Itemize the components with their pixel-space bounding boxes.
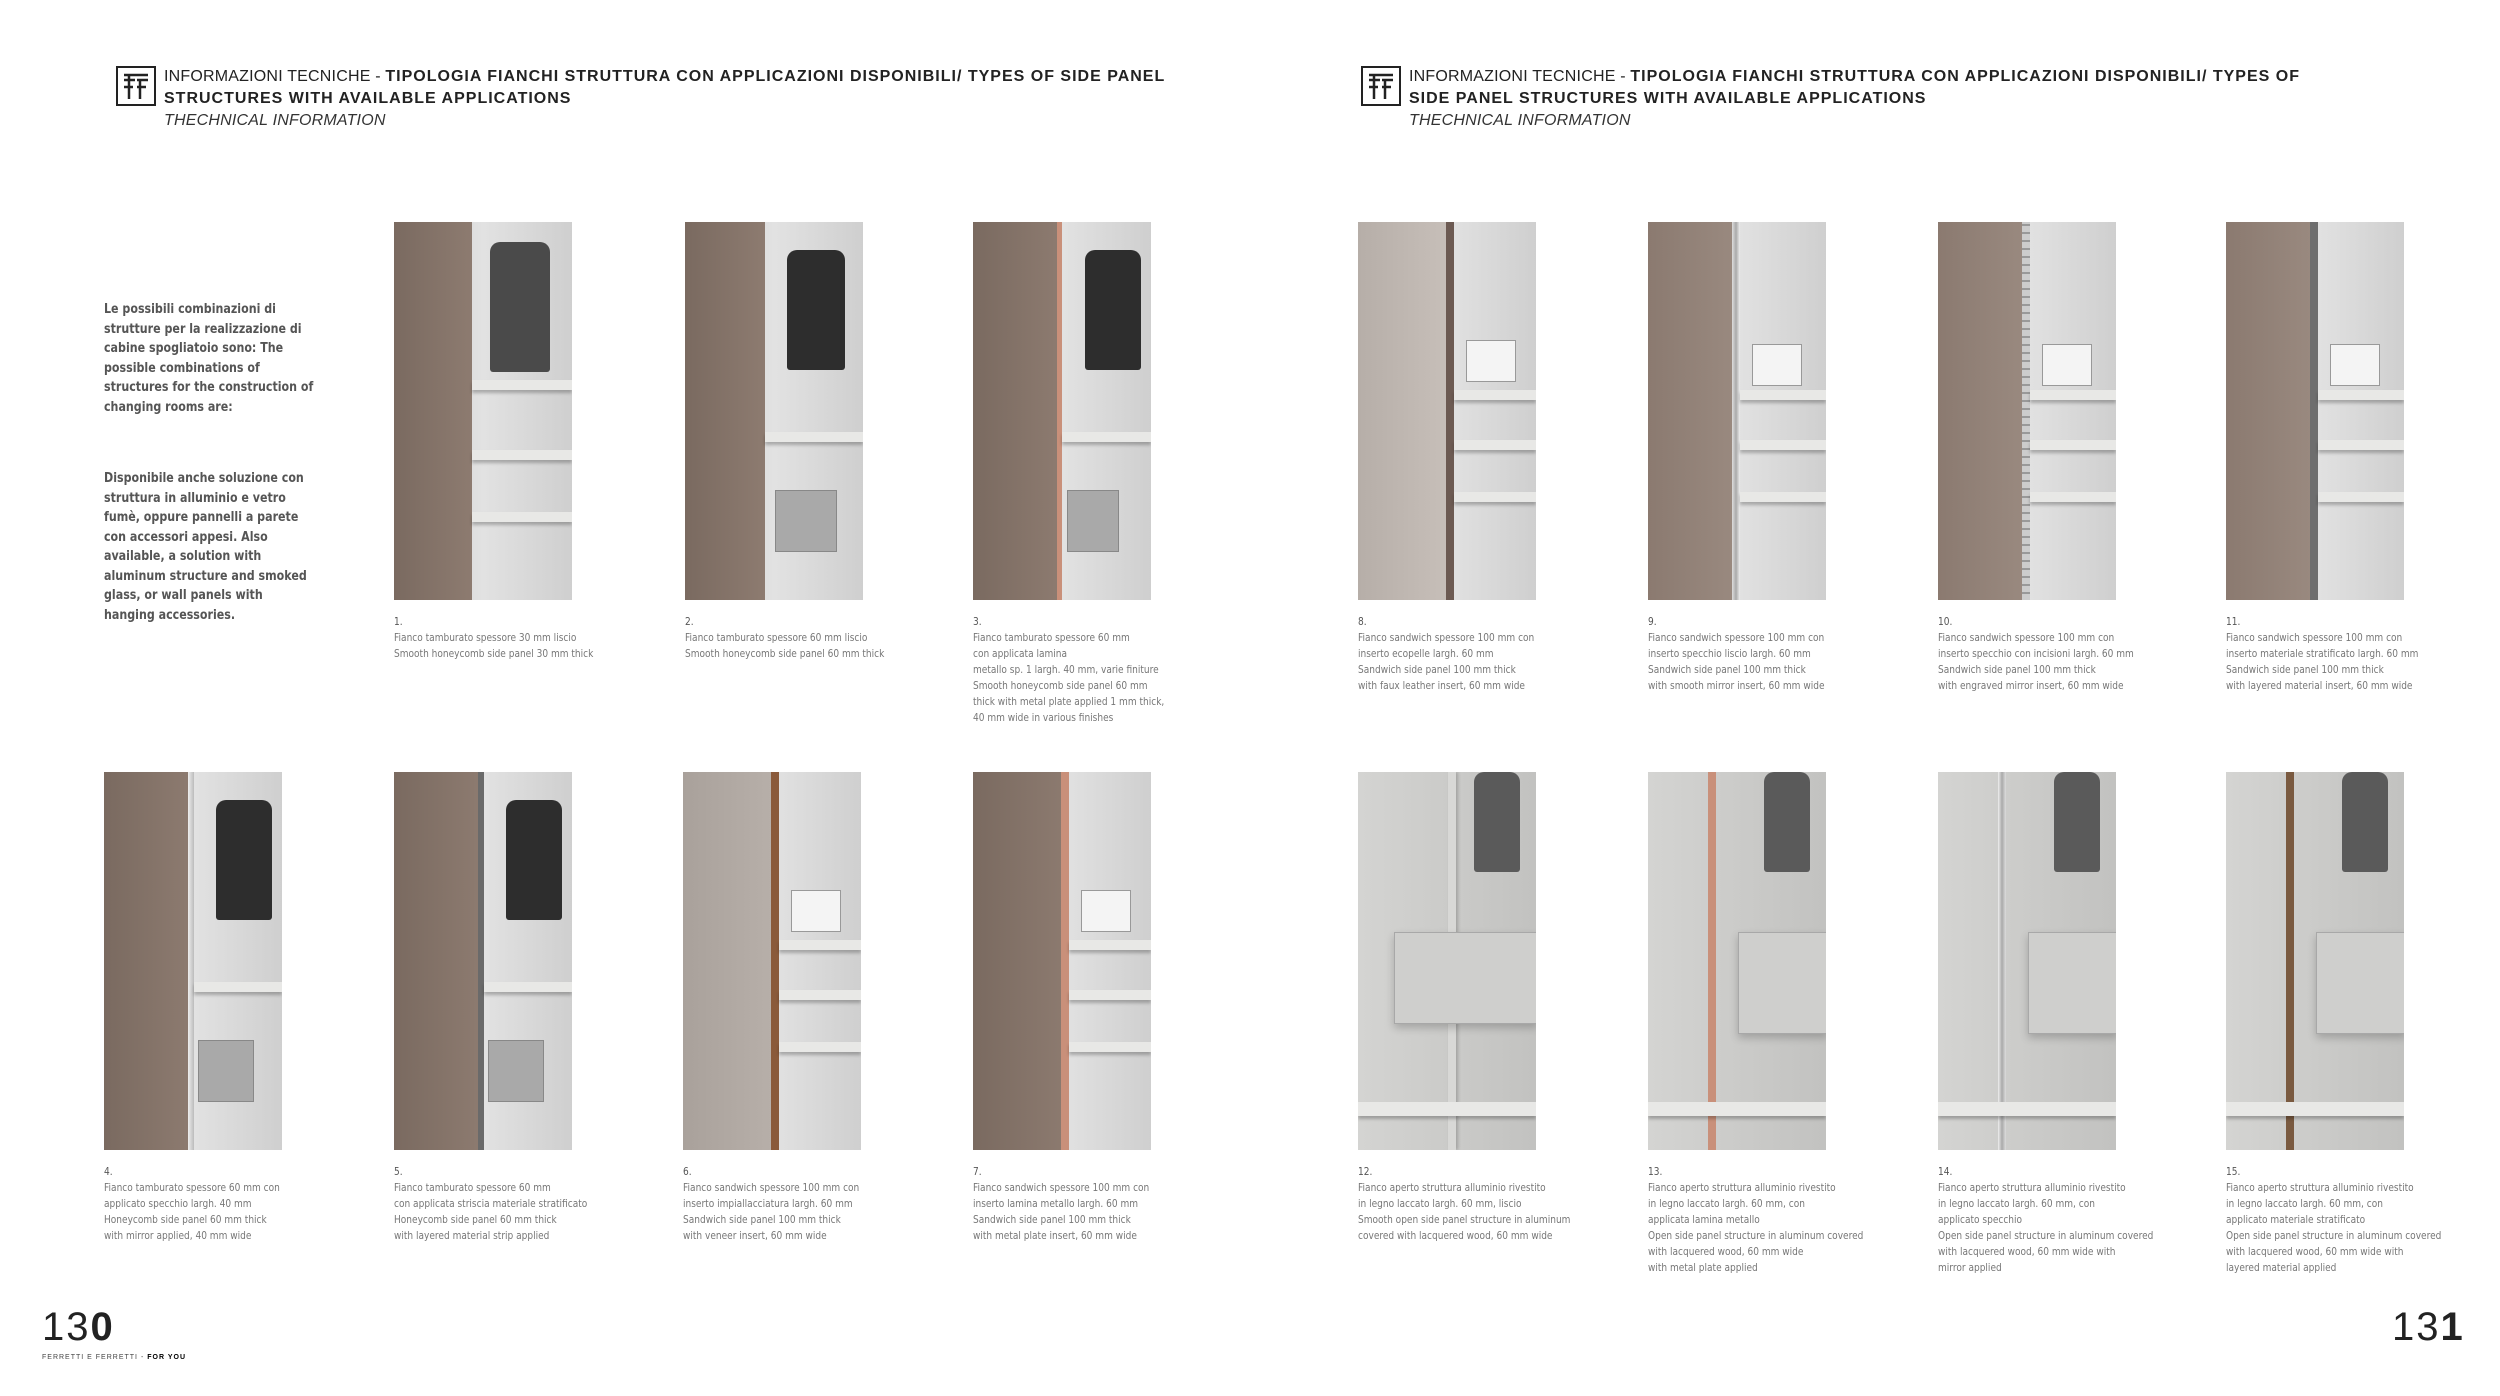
wardrobe-photo	[1648, 222, 1826, 600]
wardrobe-photo	[685, 222, 863, 600]
wardrobe-photo	[2226, 772, 2404, 1150]
left-header-text: INFORMAZIONI TECNICHE - TIPOLOGIA FIANCHI STRUTTURA CON APPLICAZIONI DISPONIBILI/ TYPES OF SIDE PANEL STRUCTURES WITH AVAILABLE APPLICATIONS THECHNICAL INFORMATION	[164, 66, 1165, 132]
wardrobe-photo	[973, 222, 1151, 600]
right-header-subtitle: THECHNICAL INFORMATION	[1409, 112, 1631, 129]
wardrobe-photo	[104, 772, 282, 1150]
intro-text	[104, 300, 317, 625]
caption-text: Fianco aperto struttura alluminio rivestito in legno laccato largh. 60 mm, liscio Smooth open side panel structure in aluminum covered with lacquered wood, 60 mm wide	[1358, 1181, 1571, 1242]
caption-text: Fianco sandwich spessore 100 mm con inserto materiale stratificato largh. 60 mm Sandwich side panel 100 mm thick with layered material insert, 60 mm wide	[2226, 631, 2419, 692]
item-4: 4. Fianco tamburato spessore 60 mm con applicato specchio largh. 40 mm Honeycomb side panel 60 mm thick with mirror applied, 40 mm wide	[104, 772, 334, 1244]
left-header	[116, 66, 1165, 132]
item-2: 2. Fianco tamburato spessore 60 mm liscio Smooth honeycomb side panel 60 mm thick	[685, 222, 915, 662]
caption-text: Fianco aperto struttura alluminio rivestito in legno laccato largh. 60 mm, con applicato specchio Open side panel structure in aluminum covered with lacquered wood, 60 mm wide with mirror applied	[1938, 1181, 2154, 1274]
wardrobe-photo	[2226, 222, 2404, 600]
item-9: 9. Fianco sandwich spessore 100 mm con inserto specchio liscio largh. 60 mm Sandwich side panel 100 mm thick with smooth mirror insert, 60 mm wide	[1648, 222, 1878, 694]
caption-text: Fianco tamburato spessore 60 mm liscio Smooth honeycomb side panel 60 mm thick	[685, 631, 885, 660]
wardrobe-photo	[1938, 222, 2116, 600]
item-10: 10. Fianco sandwich spessore 100 mm con inserto specchio con incisioni largh. 60 mm Sandwich side panel 100 mm thick with engraved mirror insert, 60 mm wide	[1938, 222, 2168, 694]
caption-text: Fianco aperto struttura alluminio rivestito in legno laccato largh. 60 mm, con applicato materiale stratificato Open side panel structure in aluminum covered with lacquered wood, 60 mm wide with layered material applied	[2226, 1181, 2442, 1274]
caption-text: Fianco sandwich spessore 100 mm con inserto lamina metallo largh. 60 mm Sandwich side panel 100 mm thick with metal plate insert, 60 mm wide	[973, 1181, 1150, 1242]
wardrobe-photo	[1938, 772, 2116, 1150]
caption-text: Fianco tamburato spessore 60 mm con applicato specchio largh. 40 mm Honeycomb side panel 60 mm thick with mirror applied, 40 mm wide	[104, 1181, 280, 1242]
page-number-right: 131	[2392, 1305, 2465, 1349]
left-header-subtitle: THECHNICAL INFORMATION	[164, 112, 386, 129]
wardrobe-photo	[683, 772, 861, 1150]
item-7: 7. Fianco sandwich spessore 100 mm con inserto lamina metallo largh. 60 mm Sandwich side panel 100 mm thick with metal plate insert, 60 mm wide	[973, 772, 1203, 1244]
right-header	[1361, 66, 2300, 132]
caption-text: Fianco tamburato spessore 30 mm liscio Smooth honeycomb side panel 30 mm thick	[394, 631, 594, 660]
item-3: 3. Fianco tamburato spessore 60 mm con applicata lamina metallo sp. 1 largh. 40 mm, varie finiture Smooth honeycomb side panel 60 mm thick with metal plate applied 1 mm thick, 40 mm wide in various finishes	[973, 222, 1203, 726]
intro-also-available: Disponibile anche soluzione con struttura in alluminio e vetro fumè, oppure pannelli a parete con accessori appesi. Also available, a solution with aluminum structure and smoked glass, or wall panels with hanging accessories.	[104, 470, 307, 623]
right-header-text: INFORMAZIONI TECNICHE - TIPOLOGIA FIANCHI STRUTTURA CON APPLICAZIONI DISPONIBILI/ TYPES OF SIDE PANEL STRUCTURES WITH AVAILABLE APPLICATIONS THECHNICAL INFORMATION	[1409, 66, 2300, 132]
caption-text: Fianco sandwich spessore 100 mm con inserto specchio con incisioni largh. 60 mm Sandwich side panel 100 mm thick with engraved mirror insert, 60 mm wide	[1938, 631, 2134, 692]
caption-text: Fianco sandwich spessore 100 mm con inserto specchio liscio largh. 60 mm Sandwich side panel 100 mm thick with smooth mirror insert, 60 mm wide	[1648, 631, 1825, 692]
wardrobe-photo	[394, 222, 572, 600]
item-5: 5. Fianco tamburato spessore 60 mm con applicata striscia materiale stratificato Honeycomb side panel 60 mm thick with layered material strip applied	[394, 772, 624, 1244]
item-1: 1. Fianco tamburato spessore 30 mm liscio Smooth honeycomb side panel 30 mm thick	[394, 222, 624, 662]
wardrobe-photo	[1358, 222, 1536, 600]
item-12: 12. Fianco aperto struttura alluminio rivestito in legno laccato largh. 60 mm, liscio Smooth open side panel structure in aluminum covered with lacquered wood, 60 mm wide	[1358, 772, 1588, 1244]
ff-logo-icon	[1361, 66, 1401, 106]
brand-footer: FERRETTI E FERRETTI - FOR YOU	[42, 1354, 186, 1361]
caption-text: Fianco aperto struttura alluminio rivestito in legno laccato largh. 60 mm, con applicata lamina metallo Open side panel structure in aluminum covered with lacquered wood, 60 mm wide with metal plate applied	[1648, 1181, 1864, 1274]
ff-logo-icon	[116, 66, 156, 106]
item-6: 6. Fianco sandwich spessore 100 mm con inserto impiallacciatura largh. 60 mm Sandwich side panel 100 mm thick with veneer insert, 60 mm wide	[683, 772, 913, 1244]
wardrobe-photo	[394, 772, 572, 1150]
item-13: 13. Fianco aperto struttura alluminio rivestito in legno laccato largh. 60 mm, con applicata lamina metallo Open side panel structure in aluminum covered with lacquered wood, 60 mm wide with metal plate applied	[1648, 772, 1878, 1276]
intro-combinations: Le possibili combinazioni di strutture per la realizzazione di cabine spogliatoio sono: The possible combinations of structures for the construction of changing rooms are:	[104, 301, 314, 415]
item-8: 8. Fianco sandwich spessore 100 mm con inserto ecopelle largh. 60 mm Sandwich side panel 100 mm thick with faux leather insert, 60 mm wide	[1358, 222, 1588, 694]
caption-text: Fianco tamburato spessore 60 mm con applicata striscia materiale stratificato Honeycomb side panel 60 mm thick with layered material strip applied	[394, 1181, 588, 1242]
caption-text: Fianco sandwich spessore 100 mm con inserto ecopelle largh. 60 mm Sandwich side panel 100 mm thick with faux leather insert, 60 mm wide	[1358, 631, 1535, 692]
caption-text: Fianco sandwich spessore 100 mm con inserto impiallacciatura largh. 60 mm Sandwich side panel 100 mm thick with veneer insert, 60 mm wide	[683, 1181, 860, 1242]
wardrobe-photo	[1358, 772, 1536, 1150]
wardrobe-photo	[973, 772, 1151, 1150]
wardrobe-photo	[1648, 772, 1826, 1150]
item-14: 14. Fianco aperto struttura alluminio rivestito in legno laccato largh. 60 mm, con applicato specchio Open side panel structure in aluminum covered with lacquered wood, 60 mm wide with mirror applied	[1938, 772, 2168, 1276]
item-11: 11. Fianco sandwich spessore 100 mm con inserto materiale stratificato largh. 60 mm Sandwich side panel 100 mm thick with layered material insert, 60 mm wide	[2226, 222, 2456, 694]
caption-text: Fianco tamburato spessore 60 mm con applicata lamina metallo sp. 1 largh. 40 mm, varie finiture Smooth honeycomb side panel 60 mm thick with metal plate applied 1 mm thick, 40 mm wide in various finishes	[973, 631, 1165, 724]
page-number-left: 130	[42, 1305, 115, 1349]
item-15: 15. Fianco aperto struttura alluminio rivestito in legno laccato largh. 60 mm, con applicato materiale stratificato Open side panel structure in aluminum covered with lacquered wood, 60 mm wide with layered material applied	[2226, 772, 2456, 1276]
